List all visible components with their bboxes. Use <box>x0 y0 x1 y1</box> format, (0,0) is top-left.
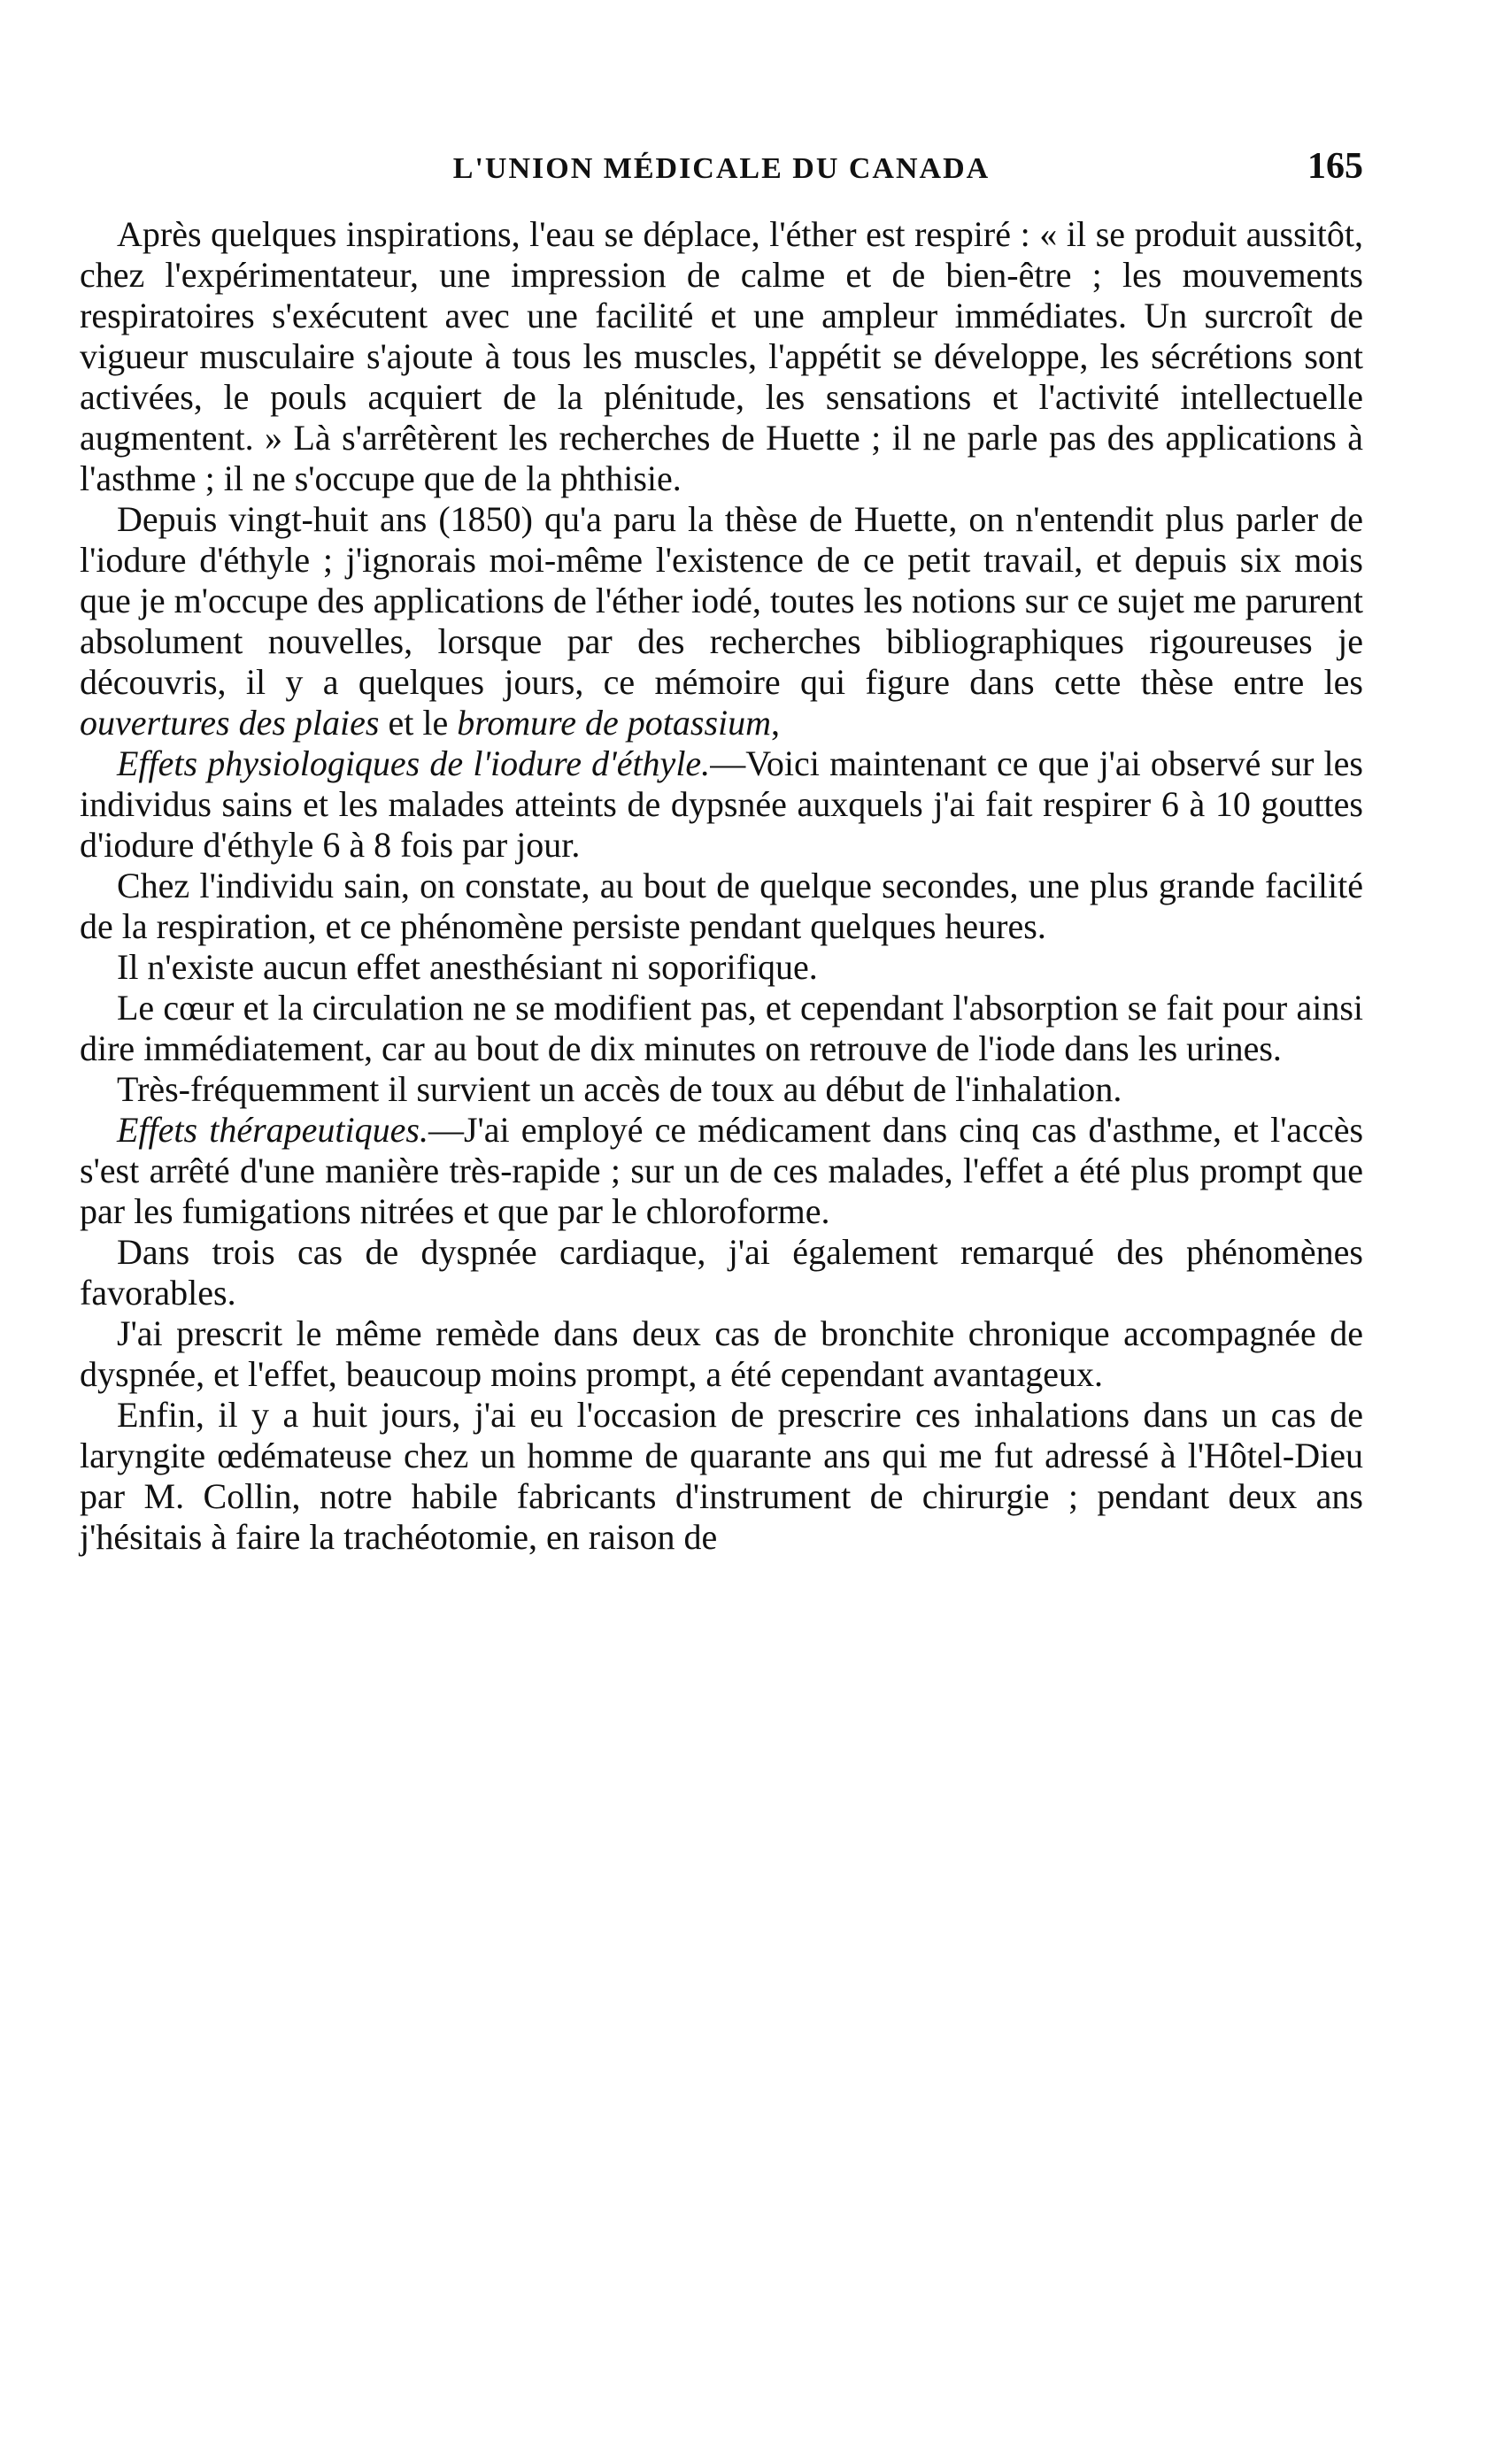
page-number: 165 <box>1307 146 1363 187</box>
paragraph-2-text: Depuis vingt-huit ans (1850) qu'a paru la thèse de Huette, on n'entendit plus parler de l'iodure d'éthyle ; j'ignorais moi-même l'existence de ce petit travail, et depuis six mois que je m'occupe des applications de l'éther iodé, toutes les notions sur ce sujet me parurent absolument nouvelles, lorsque par des recherches bibliographiques rigoureuses je découvris, il y a quelques jours, ce mémoire qui figure dans cette thèse entre les <box>80 499 1363 702</box>
paragraph-8-text: —J'ai employé ce médicament dans cinq cas d'asthme, et l'accès s'est arrêté d'une manière très-rapide ; sur un de ces malades, l'effet a été plus prompt que par les fumigations nitrées et que par le chloroforme. <box>80 1110 1364 1231</box>
paragraph-2-tail: , <box>771 703 781 743</box>
running-title: L'UNION MÉDICALE DU CANADA <box>452 152 991 185</box>
paragraph-11-text: Enfin, il y a huit jours, j'ai eu l'occasion de prescrire ces inhalations dans un cas de laryngite œdémateuse chez un homme de quarante ans qui me fut adressé à l'Hôtel-Dieu par M. Collin, notre habile fabricants d'instrument de chirurgie ; pendant deux ans j'hésitais à faire la trachéotomie, en raison de <box>80 1395 1363 1557</box>
paragraph-3 <box>80 743 1363 866</box>
running-header <box>80 133 1363 204</box>
section-heading-physiological-effects: Effets physiologiques de l'iodure d'éthyle. <box>117 743 711 783</box>
paragraph-3-text: —Voici maintenant ce que j'ai observé sur les individus sains et les malades atteints de dypsnée auxquels j'ai fait respirer 6 à 10 gouttes d'iodure d'éthyle 6 à 8 fois par jour. <box>80 743 1363 865</box>
paragraph-10-text: J'ai prescrit le même remède dans deux cas de bronchite chronique accompagnée de dyspnée, et l'effet, beaucoup moins prompt, a été cependant avantageux. <box>80 1313 1363 1394</box>
paragraph-2-italic-2: bromure de potassium <box>457 703 772 743</box>
paragraph-4 <box>80 866 1363 947</box>
body-text <box>80 214 1363 1558</box>
paragraph-5 <box>80 947 1363 988</box>
page <box>80 133 1363 1558</box>
paragraph-7-text: Très-fréquemment il survient un accès de toux au début de l'inhalation. <box>117 1069 1122 1109</box>
paragraph-2-mid: et le <box>379 703 458 743</box>
paragraph-9 <box>80 1232 1363 1313</box>
paragraph-8 <box>80 1110 1363 1232</box>
paragraph-1 <box>80 214 1363 499</box>
paragraph-7 <box>80 1069 1363 1110</box>
paragraph-2 <box>80 499 1363 743</box>
paragraph-1-text: Après quelques inspirations, l'eau se déplace, l'éther est respiré : « il se produit aussitôt, chez l'expérimentateur, une impression de calme et de bien-être ; les mouvements respiratoires s'exécutent avec une facilité et une ampleur immédiates. Un surcroît de vigueur musculaire s'ajoute à tous les muscles, l'appétit se développe, les sécrétions sont activées, le pouls acquiert de la plénitude, les sensations et l'activité intellectuelle augmentent. » Là s'arrêtèrent les recherches de Huette ; il ne parle pas des applications à l'asthme ; il ne s'occupe que de la phthisie. <box>80 214 1363 498</box>
paragraph-9-text: Dans trois cas de dyspnée cardiaque, j'ai également remarqué des phénomènes favorables. <box>80 1232 1363 1313</box>
paragraph-6 <box>80 988 1363 1069</box>
paragraph-4-text: Chez l'individu sain, on constate, au bout de quelque secondes, une plus grande facilité de la respiration, et ce phénomène persiste pendant quelques heures. <box>80 866 1363 946</box>
paragraph-10 <box>80 1313 1363 1395</box>
paragraph-5-text: Il n'existe aucun effet anesthésiant ni soporifique. <box>117 947 818 987</box>
paragraph-2-italic-1: ouvertures des plaies <box>80 703 380 743</box>
paragraph-11 <box>80 1395 1363 1558</box>
paragraph-6-text: Le cœur et la circulation ne se modifient pas, et cependant l'absorption se fait pour ainsi dire immédiatement, car au bout de dix minutes on retrouve de l'iode dans les urines. <box>80 988 1363 1068</box>
section-heading-therapeutic-effects: Effets thérapeutiques. <box>117 1110 428 1150</box>
